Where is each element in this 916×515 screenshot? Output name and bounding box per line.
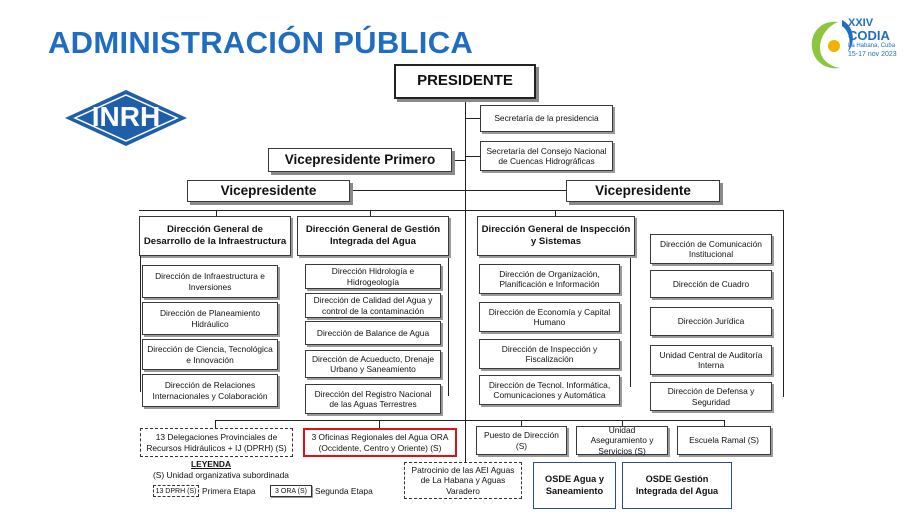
presidency-unit (480, 105, 613, 132)
presidency-unit-label: Secretaría del Consejo Nacional de Cuencas Hidrográficas (486, 145, 607, 166)
delegaciones-label: 13 Delegaciones Provinciales de Recursos Hidráulicos + IJ (DPRH) (S) (146, 432, 287, 453)
codia-dates: 15-17 nov 2023 (848, 51, 897, 58)
patrocinio-box (404, 462, 522, 499)
inrh-text: INRH (91, 101, 161, 132)
dg-gestion-title: Dirección General de Gestión Integrada del Agua (305, 224, 441, 247)
dg-desarrollo-spine (140, 256, 141, 392)
codia-edition: XXIV (848, 17, 874, 29)
dg-gestion-item-label: Dirección de Acueducto, Drenaje Urbano y Saneamiento (312, 353, 434, 374)
codia-name: CODIA (848, 28, 890, 43)
dg-desarrollo-item (142, 374, 278, 407)
direct-unit-label: Dirección Jurídica (677, 316, 745, 327)
osde-gestion-box (622, 462, 732, 509)
dg-gestion-item (305, 293, 441, 318)
unidad-aseg-box (576, 426, 668, 455)
presidency-units-line (465, 156, 480, 157)
dg-inspeccion-item-label: Dirección de Tecnol. Informática, Comunicaciones y Automática (488, 379, 611, 400)
ora-label: 3 Oficinas Regionales del Agua ORA (Occidente, Centro y Oriente) (S) (311, 432, 449, 453)
escuela-box (677, 426, 771, 455)
direct-unit-label: Unidad Central de Auditoría Interna (659, 349, 763, 370)
dg-desarrollo-item-label: Dirección de Relaciones Internacionales y Colaboración (152, 380, 268, 401)
vp-right-label: Vicepresidente (595, 182, 691, 198)
bottom-drop (465, 420, 466, 462)
osde-agua-label: OSDE Agua y Saneamiento (545, 474, 604, 496)
dg-inspeccion-header (477, 216, 635, 256)
presidency-units-line (465, 118, 480, 119)
first-vp-box (268, 148, 452, 172)
legend-title: LEYENDA (191, 459, 232, 469)
dg-gestion-item (305, 350, 441, 378)
unidad-aseg-label: Unidad Aseguramiento y Servicios (S) (590, 425, 654, 456)
presidency-unit (480, 141, 613, 171)
vp-right-box (566, 180, 720, 202)
first-vp-line (452, 160, 465, 161)
dg-gestion-header (297, 216, 449, 256)
osde-gestion-label: OSDE Gestión Integrada del Agua (635, 474, 719, 496)
vp-left-label: Vicepresidente (220, 182, 317, 198)
inrh-logo (64, 89, 188, 147)
direct-unit (650, 345, 772, 375)
page-title: ADMINISTRACIÓN PÚBLICA (48, 25, 474, 60)
dg-gestion-spine (448, 256, 449, 396)
dg-gestion-item (305, 321, 441, 345)
dg-inspeccion-item (479, 264, 620, 294)
legend-subordinate: (S) Unidad organizativa subordinada (153, 470, 289, 480)
dg-gestion-item (305, 384, 441, 414)
dg-desarrollo-item (142, 302, 278, 335)
dg-gestion-item-label: Dirección de Balance de Agua (316, 327, 430, 338)
direction-bar (139, 210, 783, 211)
bottom-drop (215, 420, 216, 428)
dg-inspeccion-title: Dirección General de Inspección y Sistemas (481, 224, 631, 247)
bottom-drop (379, 420, 380, 428)
legend-sample-dashed (153, 485, 199, 497)
dg-desarrollo-item-label: Dirección de Planeamiento Hidráulico (159, 308, 261, 329)
escuela-label: Escuela Ramal (S) (689, 435, 759, 446)
direct-unit (650, 307, 772, 336)
osde-agua-box (533, 462, 616, 509)
delegaciones-box (140, 428, 293, 457)
dg-desarrollo-item-label: Dirección de Infraestructura e Inversiones (155, 271, 265, 292)
legend-sample-dashed-label: 13 DPRH (S) (155, 488, 197, 495)
dg-desarrollo-title: Dirección General de Desarrollo de la Infraestructura (143, 224, 287, 247)
legend-sample-solid (270, 485, 312, 497)
dg-gestion-item-label: Dirección del Registro Nacional de las Aguas Terrestres (314, 388, 432, 409)
legend-stage2: Segunda Etapa (315, 486, 373, 496)
legend-sample-solid-label: 3 ORA (S) (275, 488, 307, 495)
puesto-label: Puesto de Dirección (S) (484, 430, 559, 451)
bottom-bar (215, 420, 725, 421)
direct-unit-label: Dirección de Defensa y Seguridad (667, 386, 755, 407)
first-vp-label: Vicepresidente Primero (284, 151, 436, 167)
dg-desarrollo-header (139, 216, 291, 256)
trunk-line (465, 99, 466, 422)
dg-inspeccion-spine (630, 256, 631, 387)
direct-units-line (783, 210, 784, 397)
dg-inspeccion-item (479, 339, 620, 369)
direct-unit (650, 234, 772, 264)
legend-stage1: Primera Etapa (202, 486, 256, 496)
direct-unit-label: Dirección de Comunicación Institucional (660, 238, 762, 259)
dg-desarrollo-item-label: Dirección de Ciencia, Tecnológica e Innovación (147, 344, 273, 365)
codia-logo (808, 16, 904, 74)
ora-box (303, 428, 457, 457)
dg-gestion-item-label: Dirección Hidrología e Hidrogeología (331, 266, 415, 287)
presidency-unit-label: Secretaría de la presidencia (494, 113, 599, 124)
dg-desarrollo-item (142, 339, 278, 370)
codia-place: La Habana, Cuba (848, 43, 896, 49)
vp-left-box (187, 180, 350, 202)
direct-unit (650, 382, 772, 411)
direct-unit (650, 270, 772, 298)
dg-inspeccion-item (479, 375, 620, 405)
president-box (394, 64, 536, 99)
dg-gestion-item (305, 264, 441, 289)
dg-inspeccion-item (479, 302, 620, 332)
vp-line (350, 190, 566, 191)
dg-inspeccion-item-label: Dirección de Inspección y Fiscalización (501, 343, 598, 364)
dg-inspeccion-item-label: Dirección de Economía y Capital Humano (488, 306, 611, 327)
dg-desarrollo-item (142, 265, 278, 298)
dg-gestion-item-label: Dirección de Calidad del Agua y control de la contaminación (313, 295, 433, 316)
patrocinio-label: Patrocinio de las AEI Aguas de La Habana y Aguas Varadero (411, 465, 515, 496)
puesto-box (476, 426, 567, 455)
dg-inspeccion-item-label: Dirección de Organización, Planificación e Información (499, 268, 600, 289)
direct-unit-label: Dirección de Cuadro (672, 278, 750, 289)
president-label: PRESIDENTE (417, 72, 513, 90)
